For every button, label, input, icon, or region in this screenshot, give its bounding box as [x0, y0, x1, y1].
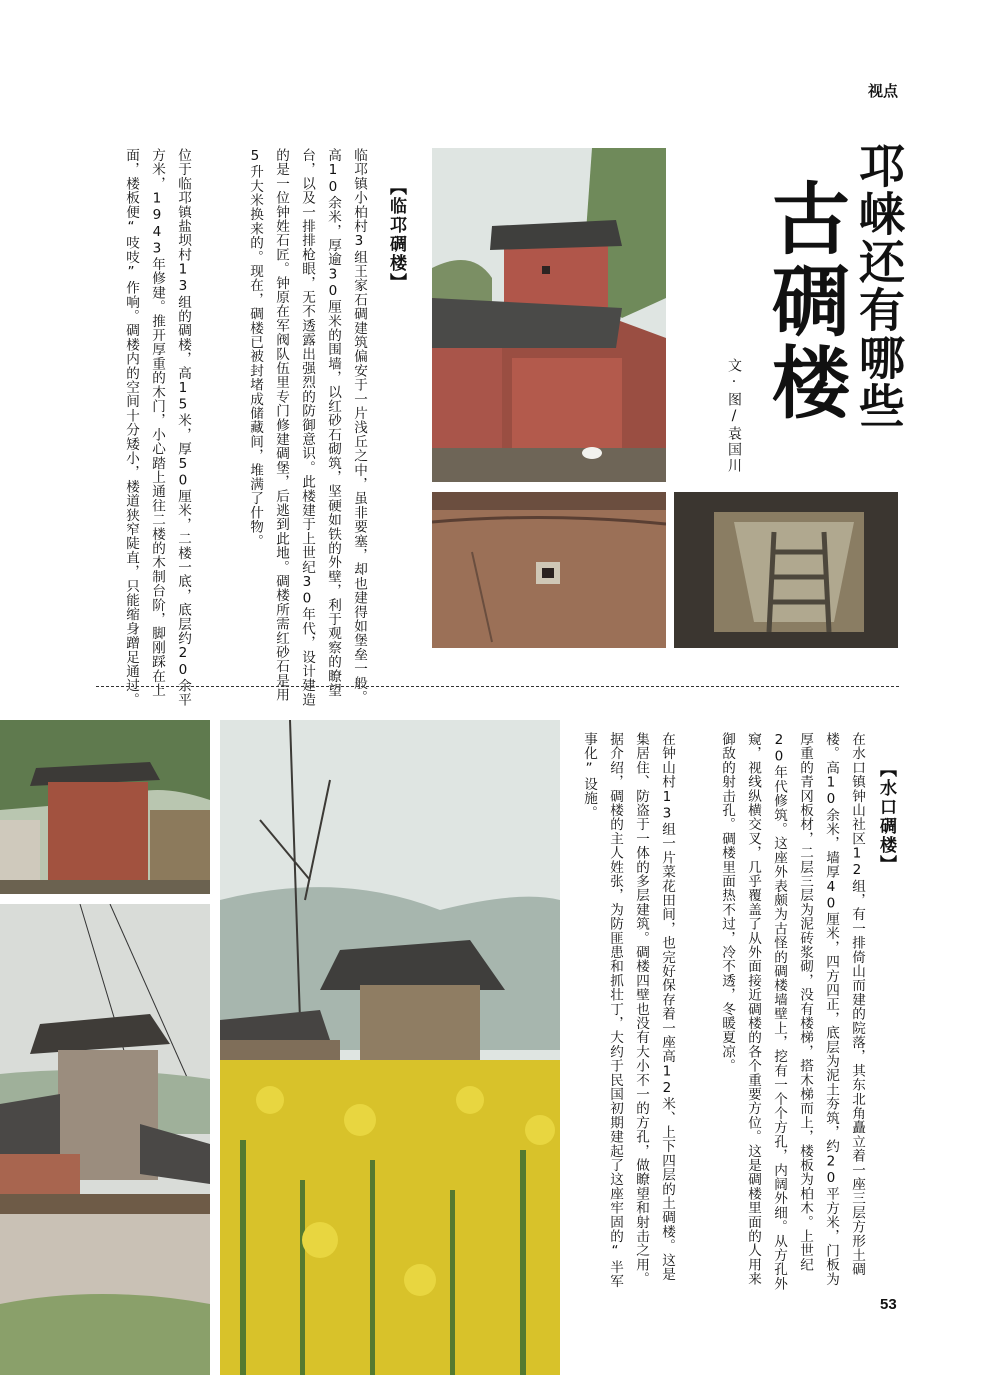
section-tag: 视点 — [868, 82, 899, 100]
byline: 文·图/袁国川 — [726, 358, 742, 474]
title-line1: 邛崃还有哪些 — [852, 142, 906, 430]
page-number: 53 — [880, 1296, 897, 1313]
wooden-ladder-photo — [674, 492, 898, 648]
wall-loophole-photo — [432, 492, 666, 648]
title-line2: 古碉楼 — [759, 178, 849, 424]
paragraph-shuikou-1: 在水口镇钟山社区12组，有一排倚山而建的院落，其东北角矗立着一座三层方形土碉楼。高10余米，墙厚40厘米，四方四正，底层为泥土夯筑，约20平方米，门板为厚重的青冈板材，二层三层为泥砖浆砌，没有楼梯，搭木梯而上，楼板为柏木。上世纪20年代修筑。这座外表颇为古怪的碉楼墙壁上，挖有一个个方孔，内阔外细。从方孔外窥，视线纵横交叉，几乎覆盖了从外面接近碉楼的各个重要方位。这是碉楼里面的人用来御敌的射击孔。碉楼里面热不过，冷不透，冬暖夏凉。 — [719, 732, 865, 1291]
canola-field-tower-photo — [220, 720, 560, 1375]
section-divider — [96, 686, 899, 687]
section-label-linqiong: 【临邛碉楼】 — [386, 178, 406, 292]
paragraph-linqiong-1: 临邛镇小柏村3组王家石碉建筑偏安于一片浅丘之中，虽非要塞，却也建得如堡垒一般。高10余米，厚逾30厘米的围墙，以红砂石砌筑，坚硬如铁的外壁，利于观察的瞭望台，以及一排排枪眼，无不透露出强烈的防御意识。此楼建于上世纪30年代，设计建造的是一位钟姓石匠。钟原在军阀队伍里专门修建碉堡，后逃到此地。碉楼所需红砂石是用5升大米换来的。现在，碉楼已被封堵成储藏间，堆满了什物。 — [247, 148, 367, 707]
brick-watchtower-photo — [432, 148, 666, 482]
section-label-shuikou: 【水口碉楼】 — [876, 760, 896, 874]
paragraph-linqiong-2: 位于临邛镇盐坝村13组的碉楼，高15米，厚50厘米，二楼一底，底层约20余平方米，1943年修建。推开厚重的木门，小心踏上通往二楼的木制台阶，脚刚踩在上面，楼板便“吱吱”作响。碉楼内的空间十分矮小，楼道狭窄陡直，只能缩身蹭足通过。 — [123, 148, 191, 707]
earth-tower-village-photo — [0, 904, 210, 1375]
earth-tower-hillside-photo — [0, 720, 210, 894]
paragraph-shuikou-2: 在钟山村13组一片菜花田间，也完好保存着一座高12米、上下四层的土碉楼。这是集居住、防盗于一体的多层建筑。碉楼四壁也没有大小不一的方孔，做瞭望和射击之用。据介绍，碉楼的主人姓张，为防匪患和抓壮丁，大约于民国初期建起了这座牢固的“半军事化”设施。 — [581, 732, 675, 1289]
